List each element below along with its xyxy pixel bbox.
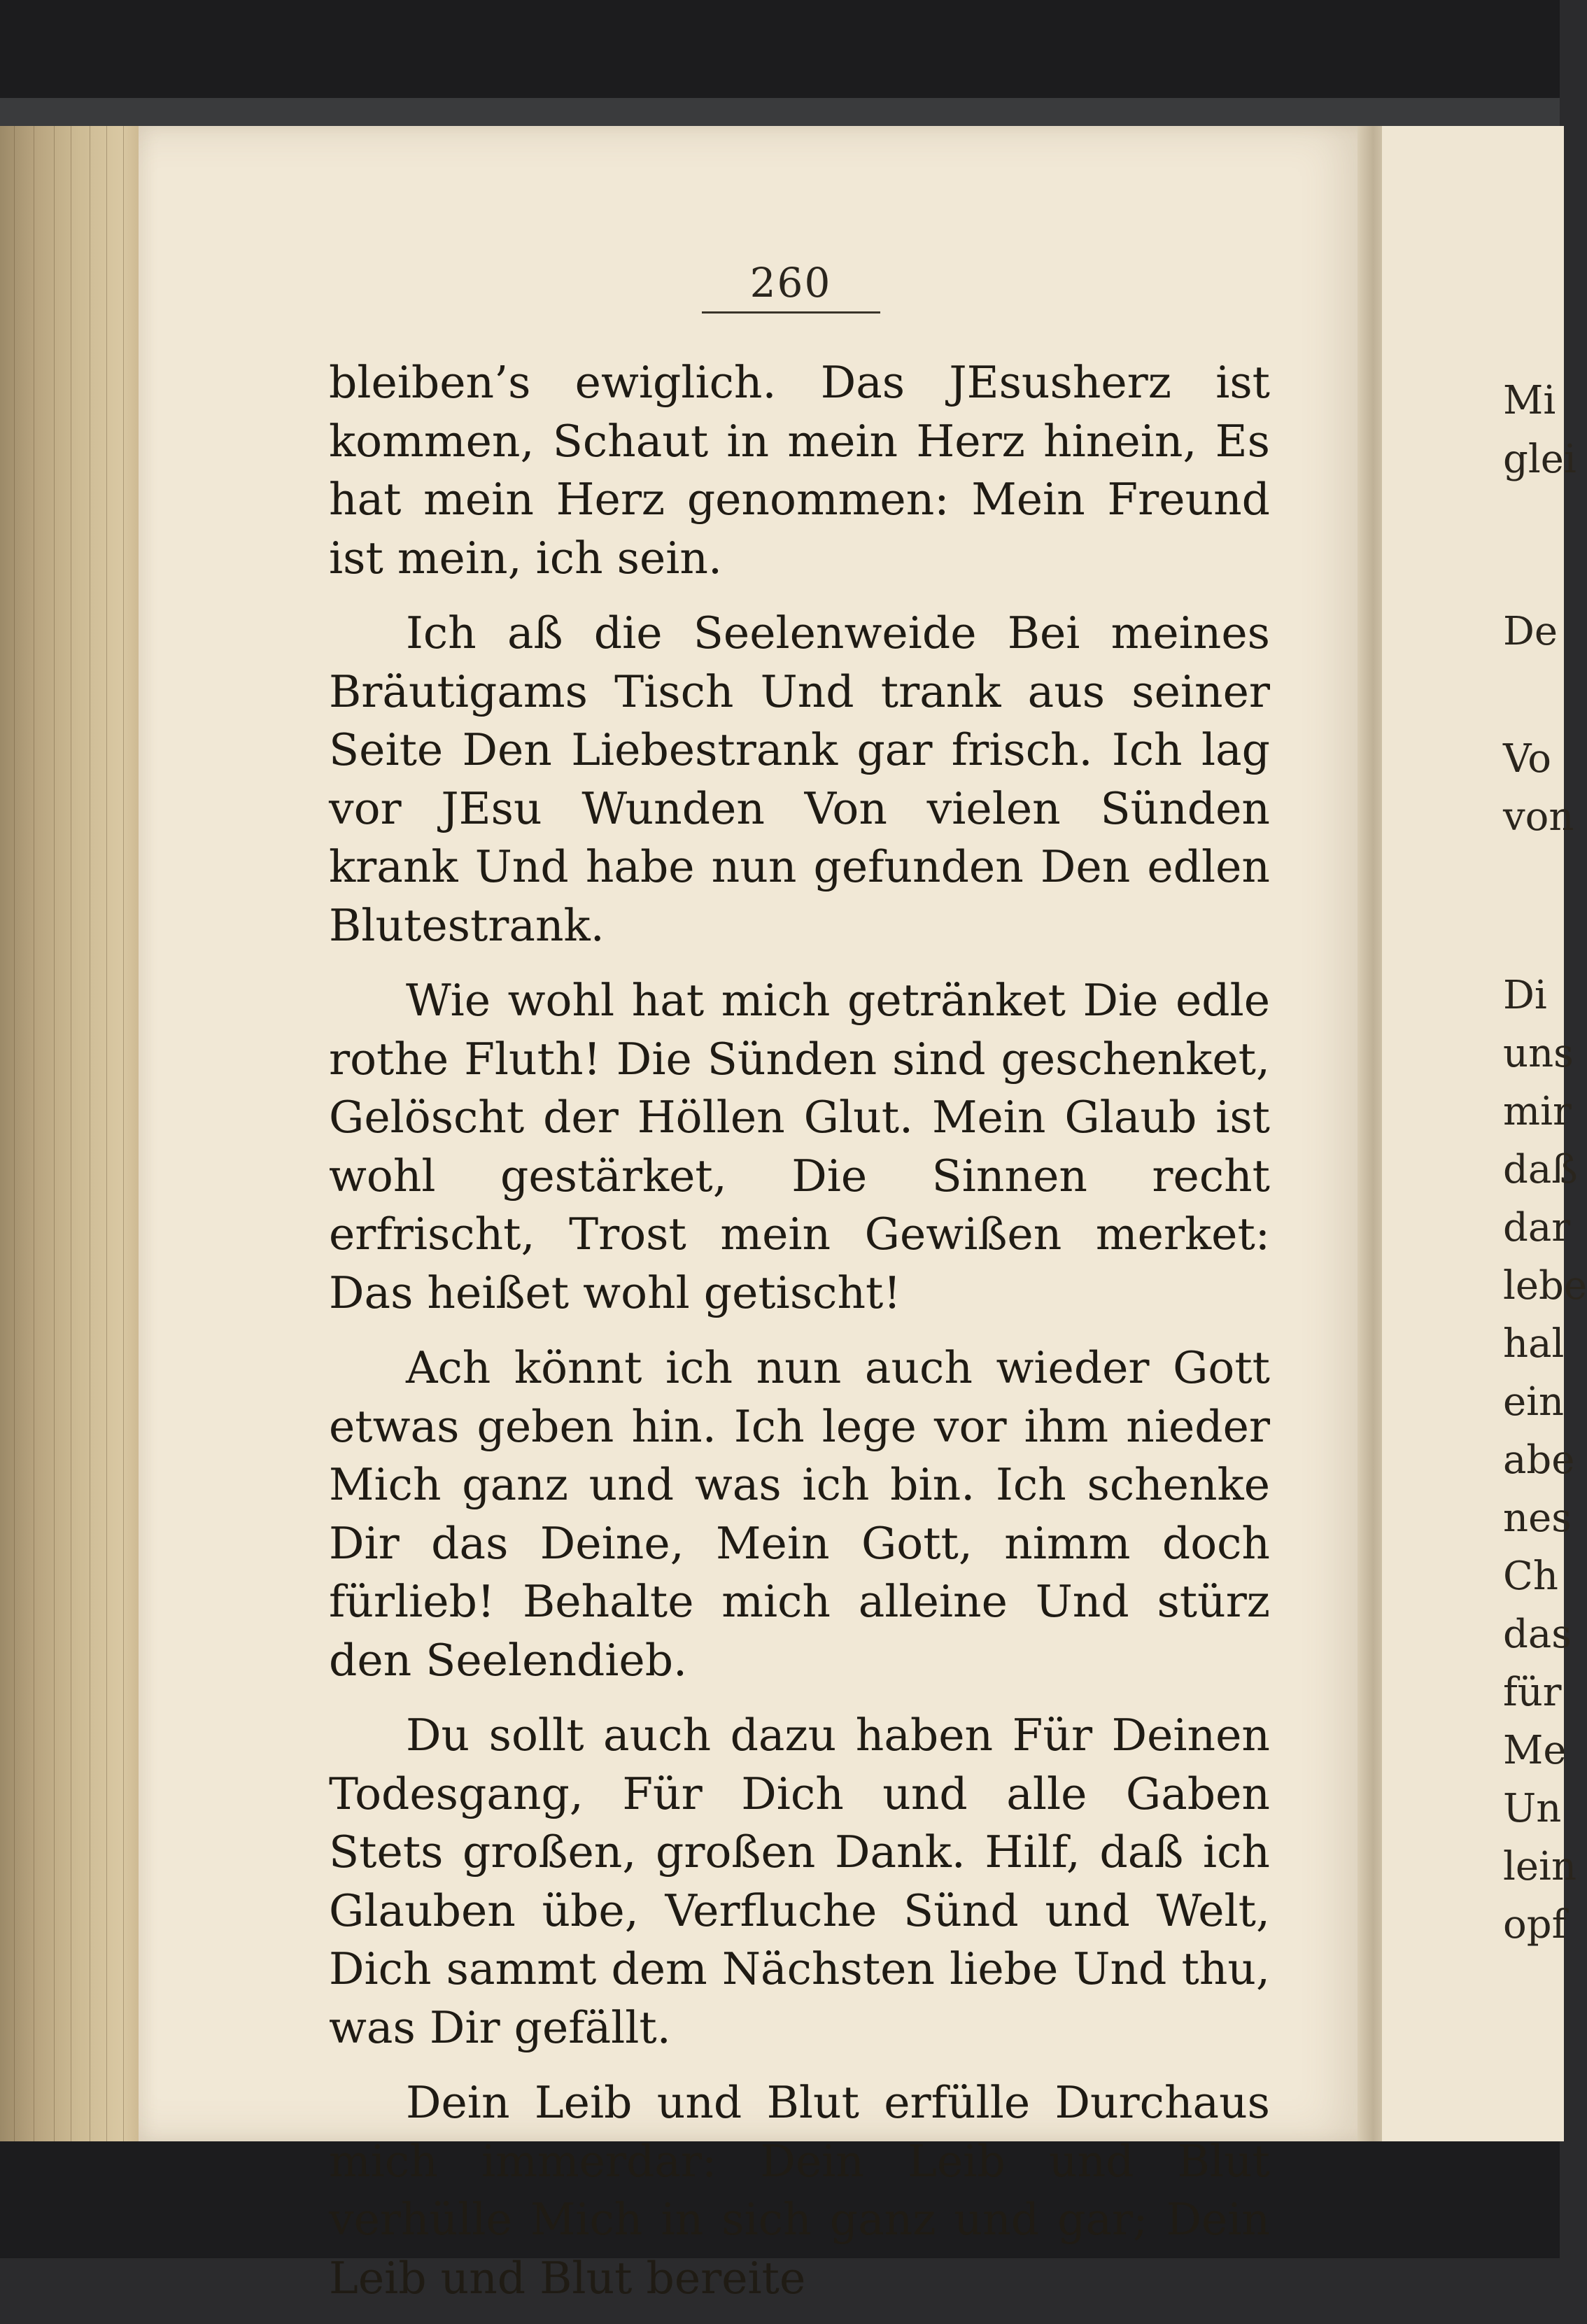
body-text [329,353,1270,2324]
facing-line: nes [1503,1495,1572,1541]
paragraph: Wie wohl hat mich getränket Die edle rothe Fluth! Die Sünden sind geschenket, Gelöscht der Höllen Glut. Mein Glaub ist wohl gestärket, Die Sinnen recht erfrischt, Trost mein Gewißen merket: Das heißet wohl getischt! [329,975,1270,1318]
paragraph: Ach könnt ich nun auch wieder Gott etwas geben hin. Ich lege vor ihm nieder Mich ganz und was ich bin. Ich schenke Dir das Deine, Mein Gott, nimm doch fürlieb! Behalte mich alleine Und stürz den Seelendieb. [329,1342,1270,1686]
paragraph: Ich aß die Seelenweide Bei meines Bräutigams Tisch Und trank aus seiner Seite Den Liebestrank gar frisch. Ich lag vor JEsu Wunden Von vielen Sünden krank Und habe nun gefunden Den edlen Blutestrank. [329,607,1270,951]
facing-line: für [1503,1670,1562,1715]
facing-line: lebe [1503,1263,1587,1309]
facing-line: Mi [1503,378,1556,423]
facing-line: Vo [1503,736,1552,782]
facing-line: das [1503,1612,1572,1657]
paragraph: bleiben’s ewiglich. Das JEsusherz ist kommen, Schaut in mein Herz hinein, Es hat mein Herz genommen: Mein Freund ist mein, ich sein. [329,357,1270,584]
facing-page-text [1503,378,1587,1952]
scan-background-top [0,0,1560,105]
facing-line: De [1503,609,1558,654]
facing-line: dar [1503,1205,1571,1251]
page-number: 260 [749,259,832,307]
paragraph: Du sollt auch dazu haben Für Deinen Todesgang, Für Dich und alle Gaben Stets großen, großen Dank. Hilf, daß ich Glauben übe, Verfluche Sünd und Welt, Dich sammt dem Nächsten liebe Und thu, was Dir gefällt. [329,1710,1270,2053]
facing-line: glei [1503,437,1577,482]
paragraph: Dein Leib und Blut erfülle Durchaus mich immerdar: Dein Leib und Blut verhülle Mich in sich ganz und gar; Dein Leib und Blut bereite [329,2077,1270,2304]
facing-line: hal [1503,1321,1565,1367]
facing-line: daß [1503,1147,1578,1192]
facing-line: lein [1503,1844,1577,1889]
facing-line: uns [1503,1031,1574,1076]
facing-line: Di [1503,973,1547,1018]
facing-line: ein [1503,1379,1565,1425]
facing-line: von [1503,794,1574,840]
facing-line: opf [1503,1902,1567,1948]
page-number-rule [702,311,880,314]
facing-line: mir [1503,1089,1572,1134]
facing-line: abe [1503,1437,1575,1483]
facing-line: Me [1503,1728,1567,1773]
facing-line: Un [1503,1786,1562,1831]
facing-line: Ch [1503,1554,1558,1599]
page-edges-left [0,126,145,2141]
